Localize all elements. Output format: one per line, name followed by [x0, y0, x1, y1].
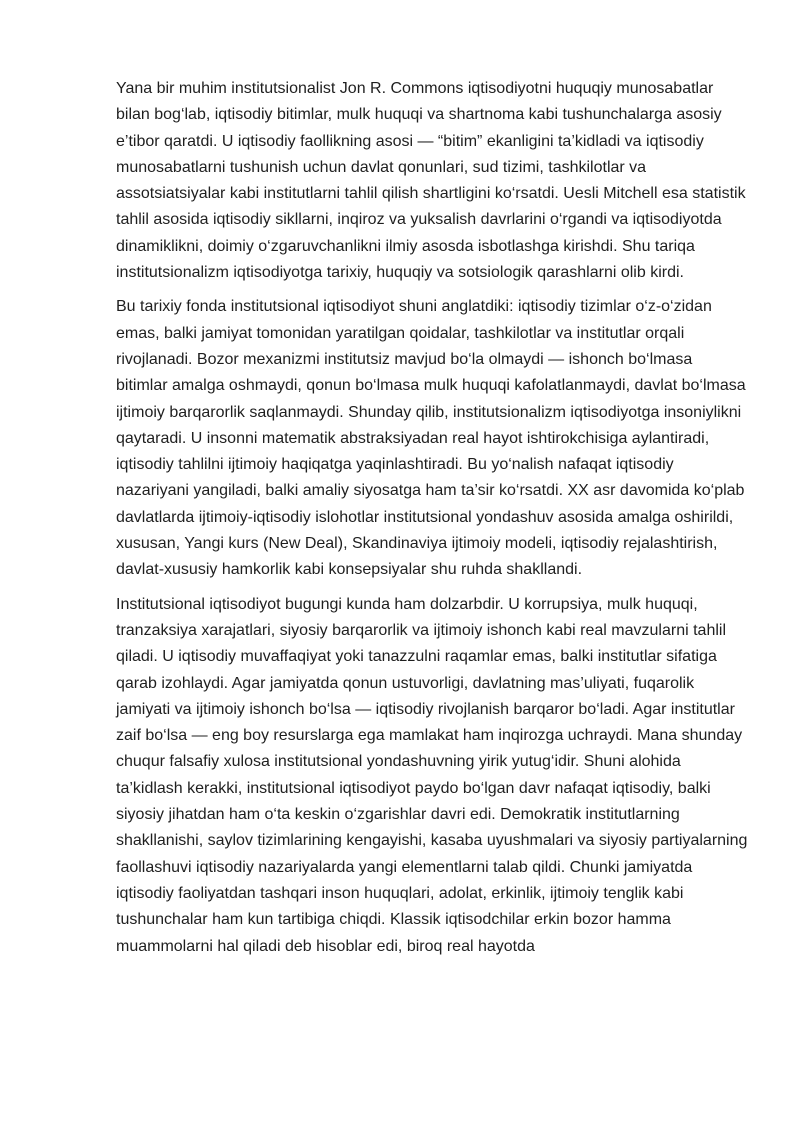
- document-body: [116, 76, 748, 968]
- paragraph-institutional-relevance: Institutsional iqtisodiyot bugungi kunda ham dolzarbdir. U korrupsiya, mulk huquqi, tranzaksiya xarajatlari, siyosiy barqarorlik va ijtimoiy ishonch kabi real mavzularni tahlil qiladi. U iqtisodiy muvaffaqiyat yoki tanazzulni raqamlar emas, balki institutlar sifatiga qarab izohlaydi. Agar jamiyatda qonun ustuvorligi, davlatning mas’uliyati, fuqarolik jamiyati va ijtimoiy ishonch bo‘lsa — iqtisodiy rivojlanish barqaror bo‘ladi. Agar institutlar zaif bo‘lsa — eng boy resurslarga ega mamlakat ham inqirozga uchraydi. Mana shunday chuqur falsafiy xulosa institutsional yondashuvning yirik yutug‘idir. Shuni alohida ta’kidlash kerakki, institutsional iqtisodiyot paydo bo‘lgan davr nafaqat iqtisodiy, balki siyosiy jihatdan ham o‘ta keskin o‘zgarishlar davri edi. Demokratik institutlarning shakllanishi, saylov tizimlarining kengayishi, kasaba uyushmalari va siyosiy partiyalarning faollashuvi iqtisodiy nazariyalarda yangi elementlarni talab qildi. Chunki jamiyatda iqtisodiy faoliyatdan tashqari inson huquqlari, adolat, erkinlik, ijtimoiy tenglik kabi tushunchalar ham kun tartibiga chiqdi. Klassik iqtisodchilar erkin bozor hamma muammolarni hal qiladi deb hisoblar edi, biroq real hayotda: [116, 595, 748, 955]
- paragraph-historical-background: Bu tarixiy fonda institutsional iqtisodiyot shuni anglatdiki: iqtisodiy tizimlar o‘z-o‘zidan emas, balki jamiyat tomonidan yaratilgan qoidalar, tashkilotlar va institutlar orqali rivojlanadi. Bozor mexanizmi institutsiz mavjud bo‘la olmaydi — ishonch bo‘lmasa bitimlar amalga oshmaydi, qonun bo‘lmasa mulk huquqi kafolatlanmaydi, davlat bo‘lmasa ijtimoiy barqarorlik saqlanmaydi. Shunday qilib, institutsionalizm iqtisodiyotga insoniylikni qaytaradi. U insonni matematik abstraksiyadan real hayot ishtirokchisiga aylantiradi, iqtisodiy tahlilni ijtimoiy haqiqatga yaqinlashtiradi. Bu yo‘nalish nafaqat iqtisodiy nazariyani yangiladi, balki amaliy siyosatga ham ta’sir ko‘rsatdi. XX asr davomida ko‘plab davlatlarda ijtimoiy-iqtisodiy islohotlar institutsional yondashuv asosida amalga oshirildi, xususan, Yangi kurs (New Deal), Skandinaviya ijtimoiy modeli, iqtisodiy rejalashtirish, davlat-xususiy hamkorlik kabi konsepsiyalar shu ruhda shakllandi.: [116, 298, 746, 579]
- paragraph-commons-mitchell: Yana bir muhim institutsionalist Jon R. Commons iqtisodiyotni huquqiy munosabatlar bilan bog‘lab, iqtisodiy bitimlar, mulk huquqi va shartnoma kabi tushunchalarga asosiy e’tibor qaratdi. U iqtisodiy faollikning asosi — “bitim” ekanligini ta’kidladi va iqtisodiy munosabatlarni tushunish uchun davlat qonunlari, sud tizimi, tashkilotlar va assotsiatsiyalar kabi institutlarni tahlil qilish shartligini ko‘rsatdi. Uesli Mitchell esa statistik tahlil asosida iqtisodiy sikllarni, inqiroz va yuksalish davrlarini o‘rgandi va iqtisodiyotda dinamiklikni, doimiy o‘zgaruvchanlikni ilmiy asosda isbotlashga kirishdi. Shu tariqa institutsionalizm iqtisodiyotga tarixiy, huquqiy va sotsiologik qarashlarni olib kirdi.: [116, 80, 746, 282]
